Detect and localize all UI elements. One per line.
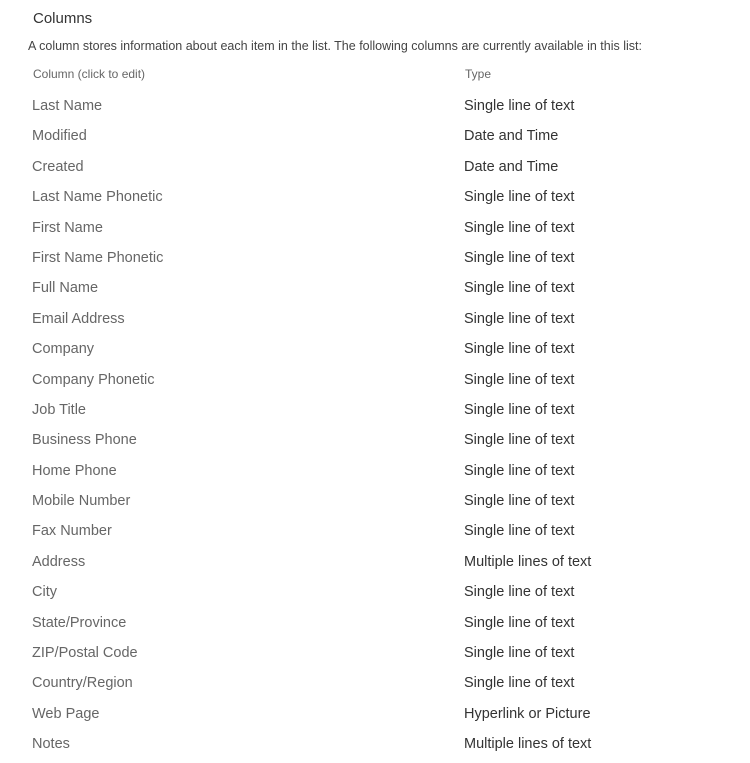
- column-type: Single line of text: [464, 645, 575, 662]
- table-row: [0, 488, 750, 518]
- column-name-link[interactable]: Business Phone: [32, 432, 137, 449]
- column-name-link[interactable]: Job Title: [32, 401, 86, 418]
- column-name-link[interactable]: Web Page: [32, 705, 100, 722]
- column-type: Multiple lines of text: [464, 736, 592, 753]
- table-row: [0, 336, 750, 366]
- table-row: [0, 123, 750, 153]
- column-header: Column (click to edit): [33, 67, 146, 81]
- column-name-link[interactable]: ZIP/Postal Code: [32, 645, 138, 662]
- column-name-link[interactable]: Company Phonetic: [32, 371, 155, 388]
- column-type: Single line of text: [464, 249, 575, 266]
- type-header: Type: [465, 67, 492, 81]
- column-name-link[interactable]: Full Name: [32, 280, 99, 297]
- column-name-link[interactable]: Email Address: [32, 310, 125, 327]
- table-row: [0, 731, 750, 761]
- column-name-link[interactable]: Last Name Phonetic: [32, 189, 163, 206]
- column-type: Hyperlink or Picture: [464, 705, 591, 722]
- column-name-link[interactable]: First Name Phonetic: [32, 249, 164, 266]
- column-type: Single line of text: [464, 310, 575, 327]
- column-name-link[interactable]: Modified: [32, 128, 87, 145]
- column-name-link[interactable]: Address: [32, 553, 86, 570]
- column-type: Single line of text: [464, 98, 575, 114]
- table-row: [0, 306, 750, 336]
- column-name-link[interactable]: State/Province: [32, 614, 127, 631]
- table-header: [0, 64, 750, 88]
- columns-table: [0, 64, 750, 757]
- table-row: [0, 670, 750, 700]
- column-name-link[interactable]: Notes: [32, 736, 70, 753]
- column-name-link[interactable]: Company: [32, 341, 95, 358]
- table-row: [0, 701, 750, 731]
- column-type: Single line of text: [464, 584, 575, 601]
- table-row: [0, 458, 750, 488]
- column-name-link[interactable]: Mobile Number: [32, 493, 131, 510]
- table-row: [0, 275, 750, 305]
- table-row: [0, 397, 750, 427]
- column-name-link[interactable]: Country/Region: [32, 675, 133, 692]
- column-type: Multiple lines of text: [464, 553, 592, 570]
- table-row: [0, 549, 750, 579]
- table-row: [0, 245, 750, 275]
- table-row: [0, 427, 750, 457]
- table-row: [0, 93, 750, 123]
- table-row: [0, 610, 750, 640]
- table-row: [0, 579, 750, 609]
- table-row: [0, 640, 750, 670]
- columns-section-title: Columns: [33, 10, 93, 27]
- column-type: Single line of text: [464, 280, 575, 297]
- column-type: Date and Time: [464, 128, 559, 145]
- column-type: Single line of text: [464, 341, 575, 358]
- column-name-link[interactable]: Last Name: [32, 98, 103, 114]
- column-type: Single line of text: [464, 401, 575, 418]
- columns-description: A column stores information about each item in the list. The following columns are currently available in this list:: [28, 39, 642, 53]
- column-type: Single line of text: [464, 432, 575, 449]
- column-type: Date and Time: [464, 158, 559, 175]
- column-type: Single line of text: [464, 493, 575, 510]
- column-name-link[interactable]: City: [32, 584, 57, 601]
- column-type: Single line of text: [464, 462, 575, 479]
- column-type: Single line of text: [464, 523, 575, 540]
- table-row: [0, 154, 750, 184]
- column-name-link[interactable]: Home Phone: [32, 462, 117, 479]
- table-row: [0, 184, 750, 214]
- column-type: Single line of text: [464, 675, 575, 692]
- column-type: Single line of text: [464, 614, 575, 631]
- column-name-link[interactable]: First Name: [32, 219, 103, 236]
- table-row: [0, 215, 750, 245]
- column-name-link[interactable]: Created: [32, 158, 84, 175]
- column-type: Single line of text: [464, 189, 575, 206]
- table-row: [0, 518, 750, 548]
- column-name-link[interactable]: Fax Number: [32, 523, 112, 540]
- table-row: [0, 367, 750, 397]
- columns-list: [0, 93, 750, 762]
- column-type: Single line of text: [464, 219, 575, 236]
- column-type: Single line of text: [464, 371, 575, 388]
